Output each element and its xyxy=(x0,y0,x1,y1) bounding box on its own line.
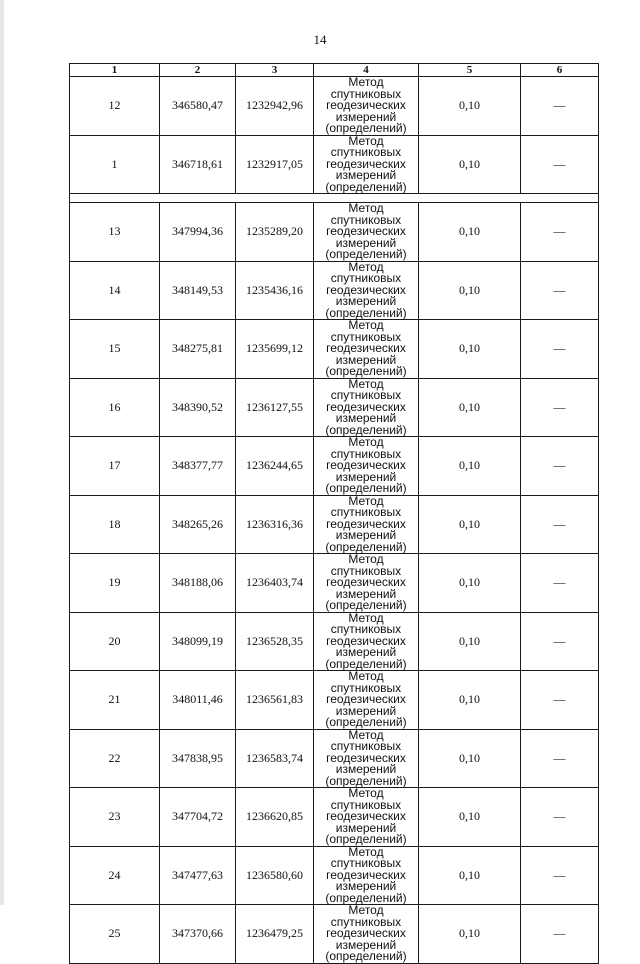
accuracy-cell: 0,10 xyxy=(419,612,521,671)
method-cell xyxy=(314,554,419,613)
point-number-cell: 23 xyxy=(70,788,160,847)
method-line: геодезических xyxy=(326,156,406,171)
table-row xyxy=(70,437,599,496)
x-coordinate-cell: 347477,63 xyxy=(160,846,236,905)
x-coordinate-cell: 348377,77 xyxy=(160,437,236,496)
method-line: геодезических xyxy=(326,633,406,648)
method-cell xyxy=(314,320,419,379)
method-line: геодезических xyxy=(326,98,406,112)
note-cell: — xyxy=(521,612,599,671)
table-row xyxy=(70,378,599,437)
method-line: измерений xyxy=(335,469,397,484)
method-line: Метод спутниковых xyxy=(330,552,402,578)
y-coordinate-cell: 1232917,05 xyxy=(236,135,314,194)
y-coordinate-cell: 1235699,12 xyxy=(236,320,314,379)
method-line: геодезических xyxy=(326,399,406,414)
table-row xyxy=(70,729,599,788)
method-line: геодезических xyxy=(326,282,406,297)
method-line: измерений xyxy=(335,645,397,659)
table-row xyxy=(70,495,599,554)
point-number-cell: 14 xyxy=(70,261,160,320)
method-line: измерений xyxy=(335,528,397,542)
method-line: Метод спутниковых xyxy=(330,435,402,461)
method-cell xyxy=(314,203,419,262)
table-row xyxy=(70,77,599,136)
method-line: измерений xyxy=(335,109,397,124)
accuracy-cell: 0,10 xyxy=(419,437,521,496)
point-number-cell: 24 xyxy=(70,846,160,905)
x-coordinate-cell: 348011,46 xyxy=(160,671,236,730)
method-line: геодезических xyxy=(326,926,406,940)
table-header-row xyxy=(70,64,599,77)
note-cell: — xyxy=(521,905,599,964)
method-line: Метод спутниковых xyxy=(330,201,402,227)
table-row xyxy=(70,554,599,613)
y-coordinate-cell: 1236403,74 xyxy=(236,554,314,613)
point-number-cell: 20 xyxy=(70,612,160,671)
accuracy-cell: 0,10 xyxy=(419,729,521,788)
method-line: Метод спутниковых xyxy=(330,669,402,695)
method-line: (определений) xyxy=(325,598,407,612)
method-cell xyxy=(314,378,419,437)
point-number-cell: 12 xyxy=(70,77,160,136)
accuracy-cell: 0,10 xyxy=(419,261,521,320)
method-line: (определений) xyxy=(325,949,407,963)
method-line: геодезических xyxy=(326,516,406,531)
method-line: Метод спутниковых xyxy=(330,75,402,101)
note-cell: — xyxy=(521,788,599,847)
header-col-3: 3 xyxy=(236,64,314,77)
note-cell: — xyxy=(521,203,599,262)
point-number-cell: 1 xyxy=(70,135,160,194)
point-number-cell: 22 xyxy=(70,729,160,788)
y-coordinate-cell: 1236583,74 xyxy=(236,729,314,788)
method-cell xyxy=(314,729,419,788)
accuracy-cell: 0,10 xyxy=(419,554,521,613)
y-coordinate-cell: 1236316,36 xyxy=(236,495,314,554)
page-left-edge xyxy=(0,0,4,905)
method-line: (определений) xyxy=(325,247,407,261)
table-row xyxy=(70,846,599,905)
method-cell xyxy=(314,495,419,554)
accuracy-cell: 0,10 xyxy=(419,846,521,905)
note-cell: — xyxy=(521,437,599,496)
accuracy-cell: 0,10 xyxy=(419,320,521,379)
x-coordinate-cell: 347704,72 xyxy=(160,788,236,847)
method-line: измерений xyxy=(335,762,397,776)
coordinates-table xyxy=(69,63,599,964)
method-cell xyxy=(314,846,419,905)
accuracy-cell: 0,10 xyxy=(419,77,521,136)
y-coordinate-cell: 1232942,96 xyxy=(236,77,314,136)
method-line: Метод спутниковых xyxy=(330,727,402,753)
method-cell xyxy=(314,437,419,496)
note-cell: — xyxy=(521,554,599,613)
x-coordinate-cell: 348099,19 xyxy=(160,612,236,671)
point-number-cell: 15 xyxy=(70,320,160,379)
method-cell xyxy=(314,905,419,964)
table-row xyxy=(70,261,599,320)
note-cell: — xyxy=(521,671,599,730)
x-coordinate-cell: 346718,61 xyxy=(160,135,236,194)
y-coordinate-cell: 1236580,60 xyxy=(236,846,314,905)
method-line: измерений xyxy=(335,703,397,718)
method-line: Метод спутниковых xyxy=(330,844,402,870)
separator-cell xyxy=(70,194,599,203)
table-row xyxy=(70,905,599,964)
header-col-4: 4 xyxy=(314,64,419,77)
method-cell xyxy=(314,261,419,320)
method-line: Метод спутниковых xyxy=(330,610,402,636)
method-line: (определений) xyxy=(325,364,407,378)
x-coordinate-cell: 347838,95 xyxy=(160,729,236,788)
note-cell: — xyxy=(521,729,599,788)
y-coordinate-cell: 1236620,85 xyxy=(236,788,314,847)
header-col-1: 1 xyxy=(70,64,160,77)
x-coordinate-cell: 347994,36 xyxy=(160,203,236,262)
method-line: (определений) xyxy=(325,305,407,320)
method-line: Метод спутниковых xyxy=(330,376,402,402)
method-cell xyxy=(314,77,419,136)
method-line: геодезических xyxy=(326,224,406,238)
table-row xyxy=(70,203,599,262)
x-coordinate-cell: 348275,81 xyxy=(160,320,236,379)
method-line: измерений xyxy=(335,411,397,425)
method-cell xyxy=(314,135,419,194)
table-row xyxy=(70,320,599,379)
point-number-cell: 21 xyxy=(70,671,160,730)
method-line: измерений xyxy=(335,879,397,893)
method-line: измерений xyxy=(335,168,397,182)
y-coordinate-cell: 1236127,55 xyxy=(236,378,314,437)
page-number: 14 xyxy=(313,32,327,47)
y-coordinate-cell: 1235289,20 xyxy=(236,203,314,262)
table-row xyxy=(70,612,599,671)
method-line: Метод спутниковых xyxy=(330,786,402,812)
method-line: измерений xyxy=(335,937,397,952)
method-line: измерений xyxy=(335,586,397,601)
point-number-cell: 13 xyxy=(70,203,160,262)
accuracy-cell: 0,10 xyxy=(419,788,521,847)
point-number-cell: 16 xyxy=(70,378,160,437)
method-line: (определений) xyxy=(325,481,407,495)
method-line: измерений xyxy=(335,352,397,367)
method-line: геодезических xyxy=(326,341,406,355)
method-line: (определений) xyxy=(325,773,407,788)
x-coordinate-cell: 346580,47 xyxy=(160,77,236,136)
header-col-2: 2 xyxy=(160,64,236,77)
method-cell xyxy=(314,788,419,847)
x-coordinate-cell: 348188,06 xyxy=(160,554,236,613)
method-line: Метод спутниковых xyxy=(330,903,402,929)
accuracy-cell: 0,10 xyxy=(419,671,521,730)
point-number-cell: 25 xyxy=(70,905,160,964)
method-line: геодезических xyxy=(326,692,406,706)
note-cell: — xyxy=(521,135,599,194)
method-line: геодезических xyxy=(326,458,406,472)
table-row xyxy=(70,671,599,730)
header-col-6: 6 xyxy=(521,64,599,77)
note-cell: — xyxy=(521,378,599,437)
x-coordinate-cell: 348265,26 xyxy=(160,495,236,554)
method-line: (определений) xyxy=(325,832,407,846)
separator-row xyxy=(70,194,599,203)
y-coordinate-cell: 1235436,16 xyxy=(236,261,314,320)
method-line: измерений xyxy=(335,235,397,250)
table-row xyxy=(70,135,599,194)
accuracy-cell: 0,10 xyxy=(419,135,521,194)
note-cell: — xyxy=(521,846,599,905)
note-cell: — xyxy=(521,495,599,554)
accuracy-cell: 0,10 xyxy=(419,495,521,554)
header-col-5: 5 xyxy=(419,64,521,77)
method-line: Метод спутниковых xyxy=(330,133,402,159)
method-line: (определений) xyxy=(325,422,407,437)
accuracy-cell: 0,10 xyxy=(419,378,521,437)
method-cell xyxy=(314,612,419,671)
x-coordinate-cell: 348390,52 xyxy=(160,378,236,437)
method-cell xyxy=(314,671,419,730)
y-coordinate-cell: 1236479,25 xyxy=(236,905,314,964)
note-cell: — xyxy=(521,261,599,320)
accuracy-cell: 0,10 xyxy=(419,203,521,262)
y-coordinate-cell: 1236244,65 xyxy=(236,437,314,496)
method-line: (определений) xyxy=(325,656,407,671)
note-cell: — xyxy=(521,320,599,379)
method-line: (определений) xyxy=(325,179,407,194)
method-line: измерений xyxy=(335,294,397,308)
method-line: Метод спутниковых xyxy=(330,318,402,344)
note-cell: — xyxy=(521,77,599,136)
method-line: геодезических xyxy=(326,750,406,765)
point-number-cell: 19 xyxy=(70,554,160,613)
method-line: геодезических xyxy=(326,809,406,823)
coordinates-table-body xyxy=(70,64,599,964)
x-coordinate-cell: 348149,53 xyxy=(160,261,236,320)
y-coordinate-cell: 1236561,83 xyxy=(236,671,314,730)
point-number-cell: 18 xyxy=(70,495,160,554)
method-line: Метод спутниковых xyxy=(330,493,402,519)
method-line: измерений xyxy=(335,820,397,835)
point-number-cell: 17 xyxy=(70,437,160,496)
x-coordinate-cell: 347370,66 xyxy=(160,905,236,964)
method-line: геодезических xyxy=(326,575,406,589)
method-line: (определений) xyxy=(325,890,407,905)
method-line: (определений) xyxy=(325,539,407,554)
y-coordinate-cell: 1236528,35 xyxy=(236,612,314,671)
accuracy-cell: 0,10 xyxy=(419,905,521,964)
method-line: Метод спутниковых xyxy=(330,259,402,285)
method-line: (определений) xyxy=(325,121,407,135)
method-line: (определений) xyxy=(325,715,407,729)
method-line: геодезических xyxy=(326,867,406,882)
table-row xyxy=(70,788,599,847)
